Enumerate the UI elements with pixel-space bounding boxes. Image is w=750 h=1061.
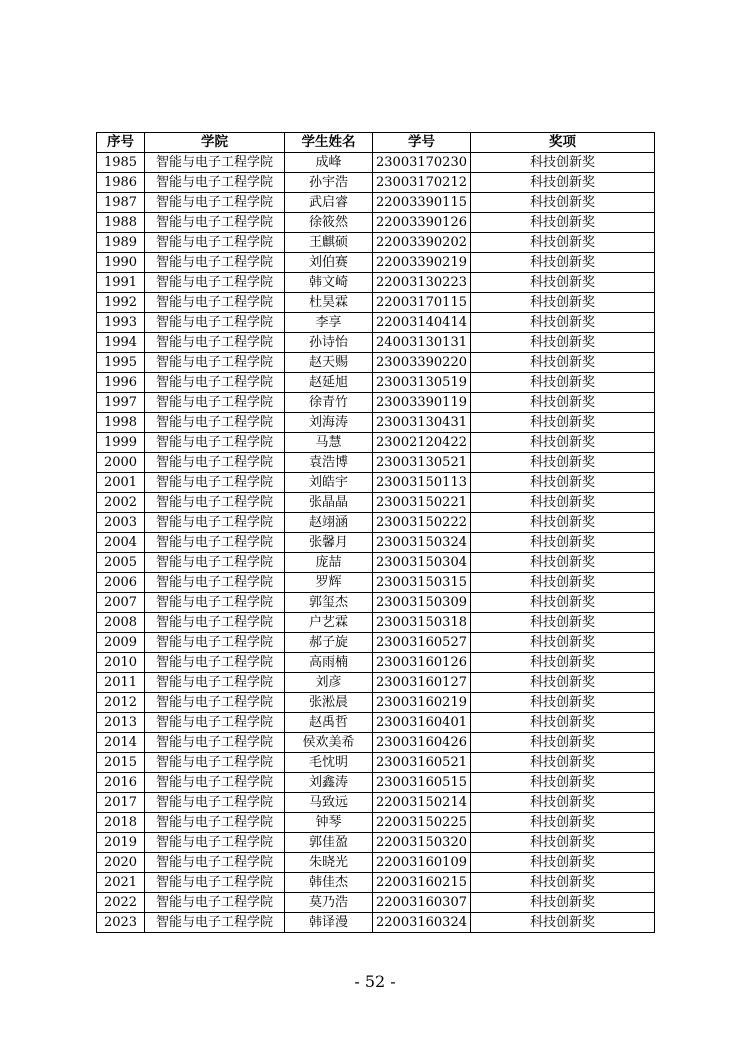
table-row (97, 213, 655, 233)
cell-college: 智能与电子工程学院 (145, 373, 285, 393)
cell-student-name: 孙诗怡 (285, 333, 373, 353)
table-row (97, 893, 655, 913)
page-number: - 52 - (354, 972, 396, 991)
cell-student-name: 杜昊霖 (285, 293, 373, 313)
cell-index: 2011 (97, 673, 145, 693)
cell-award: 科技创新奖 (471, 913, 655, 933)
cell-college: 智能与电子工程学院 (145, 793, 285, 813)
cell-student-id: 22003390219 (373, 253, 471, 273)
cell-index: 1994 (97, 333, 145, 353)
cell-student-name: 朱晓光 (285, 853, 373, 873)
cell-award: 科技创新奖 (471, 653, 655, 673)
cell-student-id: 22003160324 (373, 913, 471, 933)
cell-student-name: 庞喆 (285, 553, 373, 573)
cell-index: 1989 (97, 233, 145, 253)
cell-index: 2001 (97, 473, 145, 493)
cell-award: 科技创新奖 (471, 433, 655, 453)
cell-student-id: 23003390119 (373, 393, 471, 413)
cell-student-name: 徐青竹 (285, 393, 373, 413)
cell-student-id: 23003150222 (373, 513, 471, 533)
table-row (97, 513, 655, 533)
cell-index: 2018 (97, 813, 145, 833)
cell-student-id: 23003150113 (373, 473, 471, 493)
cell-index: 2022 (97, 893, 145, 913)
cell-college: 智能与电子工程学院 (145, 633, 285, 653)
cell-college: 智能与电子工程学院 (145, 313, 285, 333)
cell-index: 2023 (97, 913, 145, 933)
table-row (97, 793, 655, 813)
cell-award: 科技创新奖 (471, 233, 655, 253)
cell-award: 科技创新奖 (471, 413, 655, 433)
cell-student-id: 22003150225 (373, 813, 471, 833)
table-row (97, 553, 655, 573)
header-student-name: 学生姓名 (285, 133, 373, 153)
cell-student-id: 23003170212 (373, 173, 471, 193)
cell-college: 智能与电子工程学院 (145, 673, 285, 693)
table-row (97, 713, 655, 733)
table-row (97, 153, 655, 173)
cell-student-name: 李享 (285, 313, 373, 333)
table-row (97, 673, 655, 693)
cell-award: 科技创新奖 (471, 193, 655, 213)
table-row (97, 813, 655, 833)
cell-college: 智能与电子工程学院 (145, 493, 285, 513)
cell-award: 科技创新奖 (471, 593, 655, 613)
cell-student-name: 刘皓宇 (285, 473, 373, 493)
cell-student-id: 22003160307 (373, 893, 471, 913)
cell-student-name: 毛忱明 (285, 753, 373, 773)
cell-student-id: 23002120422 (373, 433, 471, 453)
cell-student-name: 赵天赐 (285, 353, 373, 373)
cell-college: 智能与电子工程学院 (145, 273, 285, 293)
cell-college: 智能与电子工程学院 (145, 333, 285, 353)
cell-award: 科技创新奖 (471, 673, 655, 693)
cell-student-id: 23003150221 (373, 493, 471, 513)
cell-college: 智能与电子工程学院 (145, 573, 285, 593)
cell-index: 2010 (97, 653, 145, 673)
cell-student-name: 徐筱然 (285, 213, 373, 233)
cell-student-id: 22003150320 (373, 833, 471, 853)
cell-college: 智能与电子工程学院 (145, 173, 285, 193)
cell-index: 1992 (97, 293, 145, 313)
cell-college: 智能与电子工程学院 (145, 293, 285, 313)
cell-student-name: 赵翊涵 (285, 513, 373, 533)
cell-index: 2015 (97, 753, 145, 773)
cell-student-name: 侯欢美希 (285, 733, 373, 753)
cell-college: 智能与电子工程学院 (145, 753, 285, 773)
cell-award: 科技创新奖 (471, 833, 655, 853)
table-row (97, 593, 655, 613)
cell-student-id: 23003160515 (373, 773, 471, 793)
cell-student-id: 23003160127 (373, 673, 471, 693)
cell-award: 科技创新奖 (471, 153, 655, 173)
cell-student-name: 成峰 (285, 153, 373, 173)
cell-index: 2013 (97, 713, 145, 733)
cell-college: 智能与电子工程学院 (145, 453, 285, 473)
cell-award: 科技创新奖 (471, 513, 655, 533)
cell-student-id: 22003170115 (373, 293, 471, 313)
cell-student-id: 22003150214 (373, 793, 471, 813)
cell-student-id: 23003160521 (373, 753, 471, 773)
cell-student-id: 23003160527 (373, 633, 471, 653)
cell-student-name: 莫乃浩 (285, 893, 373, 913)
cell-award: 科技创新奖 (471, 753, 655, 773)
table-row (97, 253, 655, 273)
cell-student-id: 23003160219 (373, 693, 471, 713)
cell-award: 科技创新奖 (471, 293, 655, 313)
cell-index: 1999 (97, 433, 145, 453)
cell-index: 2019 (97, 833, 145, 853)
cell-index: 1993 (97, 313, 145, 333)
table-row (97, 373, 655, 393)
table-row (97, 173, 655, 193)
cell-college: 智能与电子工程学院 (145, 853, 285, 873)
cell-student-id: 23003160426 (373, 733, 471, 753)
cell-award: 科技创新奖 (471, 453, 655, 473)
award-table (96, 132, 655, 933)
cell-student-id: 23003150315 (373, 573, 471, 593)
cell-student-name: 武启睿 (285, 193, 373, 213)
cell-student-id: 24003130131 (373, 333, 471, 353)
cell-college: 智能与电子工程学院 (145, 613, 285, 633)
cell-college: 智能与电子工程学院 (145, 653, 285, 673)
cell-index: 2009 (97, 633, 145, 653)
cell-college: 智能与电子工程学院 (145, 193, 285, 213)
cell-student-id: 23003150318 (373, 613, 471, 633)
cell-student-id: 23003170230 (373, 153, 471, 173)
cell-student-name: 张馨月 (285, 533, 373, 553)
cell-index: 1988 (97, 213, 145, 233)
table-row (97, 273, 655, 293)
table-row (97, 913, 655, 933)
table-row (97, 293, 655, 313)
cell-college: 智能与电子工程学院 (145, 353, 285, 373)
cell-index: 2008 (97, 613, 145, 633)
cell-college: 智能与电子工程学院 (145, 433, 285, 453)
cell-index: 1996 (97, 373, 145, 393)
table-row (97, 473, 655, 493)
cell-student-id: 23003150309 (373, 593, 471, 613)
table-row (97, 533, 655, 553)
cell-index: 1986 (97, 173, 145, 193)
cell-award: 科技创新奖 (471, 713, 655, 733)
cell-student-name: 钟琴 (285, 813, 373, 833)
cell-student-name: 韩译漫 (285, 913, 373, 933)
cell-student-name: 赵延旭 (285, 373, 373, 393)
cell-award: 科技创新奖 (471, 773, 655, 793)
header-student-id: 学号 (373, 133, 471, 153)
cell-student-name: 郭玺杰 (285, 593, 373, 613)
cell-award: 科技创新奖 (471, 553, 655, 573)
table-row (97, 453, 655, 473)
cell-student-name: 袁浩博 (285, 453, 373, 473)
cell-student-name: 高雨楠 (285, 653, 373, 673)
cell-student-id: 23003130519 (373, 373, 471, 393)
cell-award: 科技创新奖 (471, 213, 655, 233)
cell-student-id: 23003160401 (373, 713, 471, 733)
cell-award: 科技创新奖 (471, 533, 655, 553)
cell-student-name: 张淞晨 (285, 693, 373, 713)
cell-student-name: 罗辉 (285, 573, 373, 593)
cell-student-id: 22003160109 (373, 853, 471, 873)
cell-award: 科技创新奖 (471, 253, 655, 273)
table-row (97, 493, 655, 513)
table-row (97, 573, 655, 593)
cell-award: 科技创新奖 (471, 613, 655, 633)
cell-award: 科技创新奖 (471, 273, 655, 293)
cell-college: 智能与电子工程学院 (145, 213, 285, 233)
cell-index: 2007 (97, 593, 145, 613)
table-row (97, 613, 655, 633)
cell-award: 科技创新奖 (471, 373, 655, 393)
cell-student-name: 张晶晶 (285, 493, 373, 513)
cell-index: 1998 (97, 413, 145, 433)
table-row (97, 653, 655, 673)
table-row (97, 693, 655, 713)
cell-student-id: 23003390220 (373, 353, 471, 373)
cell-college: 智能与电子工程学院 (145, 813, 285, 833)
cell-award: 科技创新奖 (471, 893, 655, 913)
cell-index: 2000 (97, 453, 145, 473)
table-row (97, 853, 655, 873)
cell-student-name: 韩佳杰 (285, 873, 373, 893)
cell-student-id: 23003150304 (373, 553, 471, 573)
cell-college: 智能与电子工程学院 (145, 913, 285, 933)
table-row (97, 633, 655, 653)
cell-student-name: 郭佳盈 (285, 833, 373, 853)
cell-index: 1987 (97, 193, 145, 213)
cell-college: 智能与电子工程学院 (145, 873, 285, 893)
cell-college: 智能与电子工程学院 (145, 713, 285, 733)
cell-student-id: 22003390202 (373, 233, 471, 253)
cell-award: 科技创新奖 (471, 173, 655, 193)
cell-award: 科技创新奖 (471, 493, 655, 513)
cell-college: 智能与电子工程学院 (145, 773, 285, 793)
cell-index: 2016 (97, 773, 145, 793)
cell-college: 智能与电子工程学院 (145, 233, 285, 253)
cell-index: 2021 (97, 873, 145, 893)
cell-index: 2012 (97, 693, 145, 713)
table-row (97, 833, 655, 853)
cell-student-name: 刘鑫涛 (285, 773, 373, 793)
cell-student-name: 刘彦 (285, 673, 373, 693)
cell-student-id: 23003160126 (373, 653, 471, 673)
cell-award: 科技创新奖 (471, 573, 655, 593)
cell-index: 2014 (97, 733, 145, 753)
cell-index: 1991 (97, 273, 145, 293)
cell-index: 2002 (97, 493, 145, 513)
cell-award: 科技创新奖 (471, 873, 655, 893)
table-row (97, 313, 655, 333)
cell-college: 智能与电子工程学院 (145, 413, 285, 433)
table-row (97, 753, 655, 773)
cell-index: 1985 (97, 153, 145, 173)
table-row (97, 413, 655, 433)
cell-index: 2020 (97, 853, 145, 873)
table-row (97, 393, 655, 413)
cell-award: 科技创新奖 (471, 313, 655, 333)
cell-college: 智能与电子工程学院 (145, 593, 285, 613)
cell-student-name: 马致远 (285, 793, 373, 813)
cell-college: 智能与电子工程学院 (145, 513, 285, 533)
cell-index: 2004 (97, 533, 145, 553)
cell-index: 2006 (97, 573, 145, 593)
cell-college: 智能与电子工程学院 (145, 473, 285, 493)
cell-student-name: 韩文崎 (285, 273, 373, 293)
cell-award: 科技创新奖 (471, 813, 655, 833)
table-row (97, 773, 655, 793)
table-row (97, 233, 655, 253)
cell-student-name: 户艺霖 (285, 613, 373, 633)
cell-student-id: 23003130521 (373, 453, 471, 473)
cell-student-id: 22003390115 (373, 193, 471, 213)
cell-college: 智能与电子工程学院 (145, 153, 285, 173)
cell-index: 2003 (97, 513, 145, 533)
cell-student-id: 22003390126 (373, 213, 471, 233)
cell-college: 智能与电子工程学院 (145, 253, 285, 273)
table-row (97, 193, 655, 213)
cell-college: 智能与电子工程学院 (145, 553, 285, 573)
cell-award: 科技创新奖 (471, 333, 655, 353)
cell-index: 1995 (97, 353, 145, 373)
cell-award: 科技创新奖 (471, 393, 655, 413)
cell-student-name: 赵禹哲 (285, 713, 373, 733)
cell-student-id: 22003140414 (373, 313, 471, 333)
header-index: 序号 (97, 133, 145, 153)
cell-index: 1997 (97, 393, 145, 413)
header-college: 学院 (145, 133, 285, 153)
cell-student-id: 22003130223 (373, 273, 471, 293)
table-row (97, 433, 655, 453)
table-header-row (97, 133, 655, 153)
cell-award: 科技创新奖 (471, 733, 655, 753)
cell-award: 科技创新奖 (471, 633, 655, 653)
table-row (97, 353, 655, 373)
cell-student-name: 王麒硕 (285, 233, 373, 253)
cell-college: 智能与电子工程学院 (145, 733, 285, 753)
cell-student-id: 23003130431 (373, 413, 471, 433)
cell-student-id: 23003150324 (373, 533, 471, 553)
cell-student-name: 郝子旋 (285, 633, 373, 653)
cell-award: 科技创新奖 (471, 693, 655, 713)
cell-student-id: 22003160215 (373, 873, 471, 893)
cell-student-name: 刘伯赛 (285, 253, 373, 273)
cell-college: 智能与电子工程学院 (145, 693, 285, 713)
cell-student-name: 刘海涛 (285, 413, 373, 433)
cell-index: 2017 (97, 793, 145, 813)
cell-award: 科技创新奖 (471, 353, 655, 373)
cell-college: 智能与电子工程学院 (145, 393, 285, 413)
table-row (97, 733, 655, 753)
cell-index: 2005 (97, 553, 145, 573)
cell-student-name: 孙宇浩 (285, 173, 373, 193)
cell-index: 1990 (97, 253, 145, 273)
table-body (97, 153, 655, 933)
header-award: 奖项 (471, 133, 655, 153)
cell-college: 智能与电子工程学院 (145, 833, 285, 853)
cell-award: 科技创新奖 (471, 793, 655, 813)
table-row (97, 333, 655, 353)
cell-college: 智能与电子工程学院 (145, 533, 285, 553)
cell-student-name: 马慧 (285, 433, 373, 453)
cell-award: 科技创新奖 (471, 853, 655, 873)
table-row (97, 873, 655, 893)
cell-college: 智能与电子工程学院 (145, 893, 285, 913)
cell-award: 科技创新奖 (471, 473, 655, 493)
